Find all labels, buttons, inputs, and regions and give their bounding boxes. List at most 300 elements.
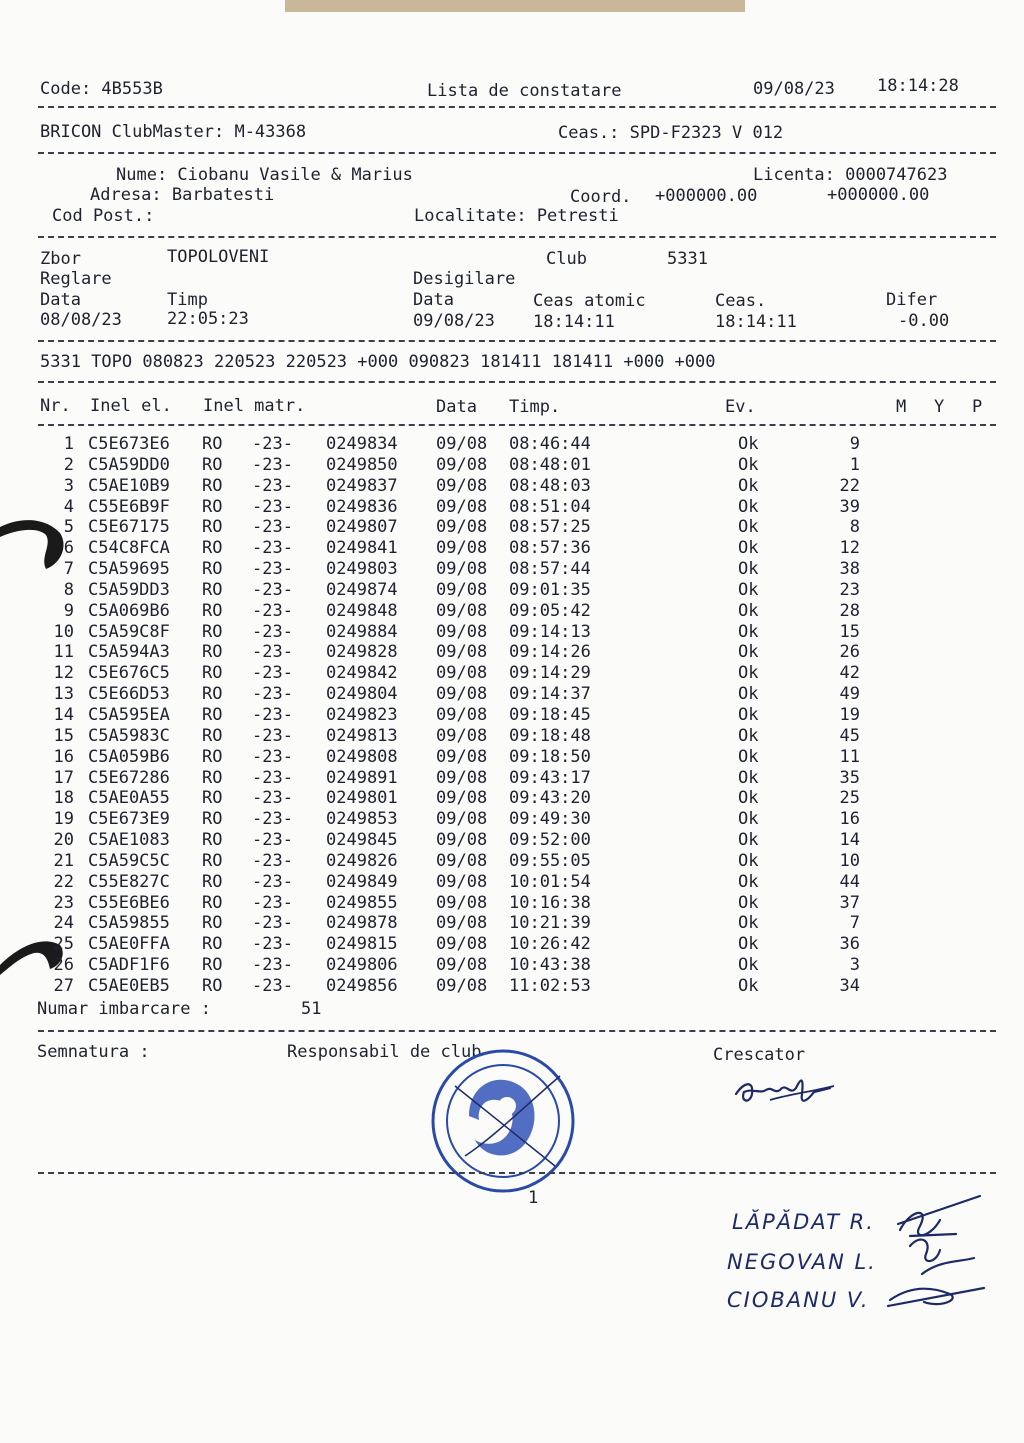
event-status: Ok	[738, 663, 759, 684]
atomic-clock-label: Ceas atomic	[533, 291, 646, 311]
ring-country: RO	[202, 538, 223, 559]
arrival-time: 08:57:36	[509, 538, 591, 559]
ring-country: RO	[202, 809, 223, 830]
document-title: Lista de constatare	[427, 81, 622, 101]
electronic-ring: C5A59855	[88, 913, 170, 934]
arrival-date: 09/08	[436, 663, 488, 684]
col-header-m: M	[896, 397, 907, 417]
table-row	[40, 497, 970, 518]
divider	[38, 1172, 996, 1174]
event-status: Ok	[738, 788, 759, 809]
table-row	[40, 517, 970, 538]
ring-country: RO	[202, 892, 223, 913]
row-number: 13	[53, 684, 74, 705]
clock-id: Ceas.: SPD-F2323 V 012	[558, 123, 784, 143]
signature-label: Semnatura :	[37, 1042, 150, 1062]
arrival-time: 09:18:50	[509, 746, 591, 767]
pigeon-list	[40, 434, 970, 997]
ring-country: RO	[202, 434, 223, 454]
arrival-time: 10:16:38	[509, 892, 591, 913]
row-number: 5	[63, 517, 74, 538]
electronic-ring: C5ADF1F6	[88, 955, 170, 976]
desig-date: 09/08/23	[413, 311, 495, 331]
position: 1	[849, 454, 860, 475]
ring-year: -23-	[252, 746, 293, 767]
table-row	[40, 559, 970, 580]
table-row	[40, 476, 970, 497]
event-status: Ok	[738, 434, 759, 454]
position: 44	[839, 871, 860, 892]
table-row	[40, 663, 970, 684]
row-number: 8	[63, 579, 74, 600]
divider	[38, 381, 996, 383]
arrival-date: 09/08	[436, 496, 488, 517]
position: 16	[839, 809, 860, 830]
table-row	[40, 851, 970, 872]
breeder-label: Crescator	[713, 1045, 806, 1065]
row-number: 20	[53, 830, 74, 851]
arrival-time: 10:21:39	[509, 913, 591, 934]
arrival-date: 09/08	[436, 600, 488, 621]
event-status: Ok	[738, 496, 759, 517]
arrival-date: 09/08	[436, 934, 488, 955]
row-number: 21	[53, 850, 74, 871]
ring-country: RO	[202, 871, 223, 892]
ring-number: 0249803	[326, 559, 398, 580]
row-number: 10	[53, 621, 74, 642]
position: 26	[839, 642, 860, 663]
position: 3	[849, 955, 860, 976]
table-row	[40, 684, 970, 705]
ring-country: RO	[202, 517, 223, 538]
ring-country: RO	[202, 600, 223, 621]
col-header-y: Y	[934, 397, 945, 417]
electronic-ring: C5A069B6	[88, 600, 170, 621]
ring-number: 0249828	[326, 642, 398, 663]
ring-year: -23-	[252, 454, 293, 475]
ring-number: 0249878	[326, 913, 398, 934]
table-row	[40, 830, 970, 851]
ring-year: -23-	[252, 871, 293, 892]
arrival-date: 09/08	[436, 642, 488, 663]
ring-country: RO	[202, 663, 223, 684]
electronic-ring: C5A59DD3	[88, 579, 170, 600]
arrival-date: 09/08	[436, 767, 488, 788]
electronic-ring: C55E6BE6	[88, 892, 170, 913]
ring-number: 0249836	[326, 496, 398, 517]
clock-label: Ceas.	[715, 291, 767, 311]
ring-number: 0249813	[326, 725, 398, 746]
ring-number: 0249845	[326, 830, 398, 851]
arrival-date: 09/08	[436, 559, 488, 580]
electronic-ring: C5E67175	[88, 517, 170, 538]
table-row	[40, 538, 970, 559]
table-row	[40, 601, 970, 622]
row-number: 27	[53, 975, 74, 996]
arrival-date: 09/08	[436, 725, 488, 746]
table-row	[40, 622, 970, 643]
ring-year: -23-	[252, 642, 293, 663]
row-number: 1	[63, 434, 74, 454]
arrival-time: 09:14:29	[509, 663, 591, 684]
reglare-time: 22:05:23	[167, 309, 249, 329]
ring-number: 0249874	[326, 579, 398, 600]
row-number: 3	[63, 475, 74, 496]
ring-year: -23-	[252, 955, 293, 976]
licence-number: Licenta: 0000747623	[753, 165, 948, 185]
row-number: 23	[53, 892, 74, 913]
electronic-ring: C54C8FCA	[88, 538, 170, 559]
ring-number: 0249856	[326, 975, 398, 996]
ring-year: -23-	[252, 725, 293, 746]
ring-country: RO	[202, 913, 223, 934]
ring-country: RO	[202, 934, 223, 955]
ring-country: RO	[202, 955, 223, 976]
electronic-ring: C5E676C5	[88, 663, 170, 684]
table-row	[40, 934, 970, 955]
ring-year: -23-	[252, 913, 293, 934]
col-header-data: Data	[436, 397, 477, 417]
ring-number: 0249808	[326, 746, 398, 767]
position: 8	[849, 517, 860, 538]
col-header-timp: Timp.	[509, 397, 561, 417]
arrival-time: 10:26:42	[509, 934, 591, 955]
desig-date-label: Data	[413, 290, 454, 310]
ring-country: RO	[202, 454, 223, 475]
arrival-date: 09/08	[436, 475, 488, 496]
position: 15	[839, 621, 860, 642]
arrival-date: 09/08	[436, 684, 488, 705]
tape-strip	[285, 0, 745, 12]
position: 28	[839, 600, 860, 621]
electronic-ring: C5AE0A55	[88, 788, 170, 809]
arrival-date: 09/08	[436, 809, 488, 830]
ring-country: RO	[202, 475, 223, 496]
col-header-ev: Ev.	[725, 397, 756, 417]
position: 37	[839, 892, 860, 913]
table-row	[40, 455, 970, 476]
print-time: 18:14:28	[877, 76, 959, 96]
position: 25	[839, 788, 860, 809]
row-number: 26	[53, 955, 74, 976]
row-number: 6	[63, 538, 74, 559]
divider	[38, 340, 996, 342]
ring-year: -23-	[252, 496, 293, 517]
arrival-time: 10:43:38	[509, 955, 591, 976]
row-number: 16	[53, 746, 74, 767]
position: 39	[839, 496, 860, 517]
arrival-date: 09/08	[436, 892, 488, 913]
ring-year: -23-	[252, 434, 293, 454]
ring-year: -23-	[252, 684, 293, 705]
code-text: Code: 4B553B	[40, 79, 163, 99]
table-row	[40, 809, 970, 830]
event-status: Ok	[738, 830, 759, 851]
divider	[38, 424, 996, 426]
device-id: BRICON ClubMaster: M-43368	[40, 122, 307, 142]
ring-year: -23-	[252, 559, 293, 580]
position: 42	[839, 663, 860, 684]
ring-number: 0249823	[326, 704, 398, 725]
ring-number: 0249815	[326, 934, 398, 955]
arrival-date: 09/08	[436, 517, 488, 538]
event-status: Ok	[738, 955, 759, 976]
event-status: Ok	[738, 975, 759, 996]
position: 10	[839, 850, 860, 871]
table-row	[40, 434, 970, 455]
ring-number: 0249841	[326, 538, 398, 559]
arrival-time: 09:14:37	[509, 684, 591, 705]
arrival-date: 09/08	[436, 975, 488, 996]
position: 38	[839, 559, 860, 580]
arrival-time: 09:18:48	[509, 725, 591, 746]
position: 34	[839, 975, 860, 996]
arrival-date: 09/08	[436, 434, 488, 454]
arrival-time: 09:43:20	[509, 788, 591, 809]
row-number: 2	[63, 454, 74, 475]
club-label: Club	[546, 249, 587, 269]
ring-year: -23-	[252, 475, 293, 496]
coord-y: +000000.00	[827, 185, 930, 205]
table-row	[40, 788, 970, 809]
electronic-ring: C5E673E9	[88, 809, 170, 830]
event-status: Ok	[738, 538, 759, 559]
arrival-date: 09/08	[436, 955, 488, 976]
arrival-date: 09/08	[436, 788, 488, 809]
position: 22	[839, 475, 860, 496]
ring-year: -23-	[252, 788, 293, 809]
position: 19	[839, 704, 860, 725]
arrival-time: 09:05:42	[509, 600, 591, 621]
clock-time: 18:14:11	[715, 312, 797, 332]
position: 45	[839, 725, 860, 746]
ring-country: RO	[202, 746, 223, 767]
table-row	[40, 747, 970, 768]
electronic-ring: C5A5983C	[88, 725, 170, 746]
locality: Localitate: Petresti	[414, 206, 619, 226]
club-number: 5331	[667, 249, 708, 269]
arrival-date: 09/08	[436, 746, 488, 767]
electronic-ring: C55E827C	[88, 871, 170, 892]
electronic-ring: C5A059B6	[88, 746, 170, 767]
table-row	[40, 976, 970, 997]
arrival-time: 08:48:01	[509, 454, 591, 475]
position: 14	[839, 830, 860, 851]
event-status: Ok	[738, 642, 759, 663]
coord-label: Coord.	[570, 187, 632, 207]
arrival-date: 09/08	[436, 913, 488, 934]
arrival-time: 09:18:45	[509, 704, 591, 725]
ring-country: RO	[202, 767, 223, 788]
ring-year: -23-	[252, 892, 293, 913]
atomic-time: 18:14:11	[533, 312, 615, 332]
witness-signatures	[880, 1190, 990, 1320]
electronic-ring: C5E66D53	[88, 684, 170, 705]
table-row	[40, 580, 970, 601]
ring-number: 0249884	[326, 621, 398, 642]
ring-number: 0249855	[326, 892, 398, 913]
event-status: Ok	[738, 621, 759, 642]
ring-number: 0249853	[326, 809, 398, 830]
arrival-time: 09:52:00	[509, 830, 591, 851]
table-row	[40, 705, 970, 726]
arrival-time: 09:14:13	[509, 621, 591, 642]
difference-label: Difer	[886, 290, 938, 310]
event-status: Ok	[738, 475, 759, 496]
ring-year: -23-	[252, 621, 293, 642]
ring-country: RO	[202, 830, 223, 851]
ring-country: RO	[202, 975, 223, 996]
event-status: Ok	[738, 517, 759, 538]
row-number: 11	[53, 642, 74, 663]
arrival-date: 09/08	[436, 579, 488, 600]
electronic-ring: C5A59C8F	[88, 621, 170, 642]
divider	[38, 1030, 996, 1032]
ring-number: 0249849	[326, 871, 398, 892]
ring-number: 0249837	[326, 475, 398, 496]
ring-year: -23-	[252, 809, 293, 830]
electronic-ring: C5A59695	[88, 559, 170, 580]
row-number: 4	[63, 496, 74, 517]
position: 7	[849, 913, 860, 934]
row-number: 19	[53, 809, 74, 830]
arrival-time: 08:46:44	[509, 434, 591, 454]
ring-year: -23-	[252, 704, 293, 725]
row-number: 25	[53, 934, 74, 955]
arrival-time: 11:02:53	[509, 975, 591, 996]
ring-country: RO	[202, 621, 223, 642]
event-status: Ok	[738, 684, 759, 705]
ring-year: -23-	[252, 538, 293, 559]
event-status: Ok	[738, 600, 759, 621]
position: 12	[839, 538, 860, 559]
event-status: Ok	[738, 934, 759, 955]
table-row	[40, 642, 970, 663]
difference-value: -0.00	[898, 311, 950, 331]
ring-year: -23-	[252, 517, 293, 538]
handwritten-name-1: LĂPĂDAT R.	[732, 1210, 875, 1234]
ring-number: 0249804	[326, 684, 398, 705]
table-row	[40, 913, 970, 934]
arrival-date: 09/08	[436, 538, 488, 559]
electronic-ring: C5AE0EB5	[88, 975, 170, 996]
ring-country: RO	[202, 496, 223, 517]
ring-number: 0249891	[326, 767, 398, 788]
row-number: 18	[53, 788, 74, 809]
arrival-date: 09/08	[436, 830, 488, 851]
electronic-ring: C5A59C5C	[88, 850, 170, 871]
electronic-ring: C5A59DD0	[88, 454, 170, 475]
row-number: 9	[63, 600, 74, 621]
arrival-time: 09:49:30	[509, 809, 591, 830]
row-number: 24	[53, 913, 74, 934]
ring-country: RO	[202, 579, 223, 600]
reglare-date-label: Data	[40, 290, 81, 310]
responsible-label: Responsabil de club	[287, 1042, 482, 1062]
ring-year: -23-	[252, 850, 293, 871]
event-status: Ok	[738, 871, 759, 892]
ring-year: -23-	[252, 830, 293, 851]
reglare-date: 08/08/23	[40, 310, 122, 330]
ring-number: 0249842	[326, 663, 398, 684]
arrival-time: 08:57:25	[509, 517, 591, 538]
position: 49	[839, 684, 860, 705]
flight-summary-line: 5331 TOPO 080823 220523 220523 +000 090823 181411 181411 +000 +000	[40, 352, 716, 372]
arrival-date: 09/08	[436, 871, 488, 892]
table-row	[40, 726, 970, 747]
arrival-date: 09/08	[436, 850, 488, 871]
ring-year: -23-	[252, 663, 293, 684]
ring-country: RO	[202, 725, 223, 746]
ring-year: -23-	[252, 600, 293, 621]
desigilare-label: Desigilare	[413, 269, 516, 289]
table-row	[40, 893, 970, 914]
ring-number: 0249850	[326, 454, 398, 475]
arrival-time: 09:01:35	[509, 579, 591, 600]
ring-country: RO	[202, 559, 223, 580]
ring-year: -23-	[252, 975, 293, 996]
table-row	[40, 872, 970, 893]
page-number: 1	[528, 1188, 539, 1208]
col-header-p: P	[972, 397, 983, 417]
col-header-inel-matr: Inel matr.	[203, 396, 306, 416]
event-status: Ok	[738, 725, 759, 746]
arrival-time: 08:57:44	[509, 559, 591, 580]
ring-country: RO	[202, 642, 223, 663]
ring-number: 0249826	[326, 850, 398, 871]
position: 36	[839, 934, 860, 955]
ring-country: RO	[202, 704, 223, 725]
ring-year: -23-	[252, 579, 293, 600]
ring-year: -23-	[252, 767, 293, 788]
electronic-ring: C5AE10B9	[88, 475, 170, 496]
arrival-time: 08:48:03	[509, 475, 591, 496]
event-status: Ok	[738, 767, 759, 788]
ring-number: 0249806	[326, 955, 398, 976]
handwritten-name-3: CIOBANU V.	[727, 1288, 870, 1312]
ring-number: 0249807	[326, 517, 398, 538]
ring-year: -23-	[252, 934, 293, 955]
arrival-date: 09/08	[436, 621, 488, 642]
print-date: 09/08/23	[753, 79, 835, 99]
event-status: Ok	[738, 704, 759, 725]
divider	[38, 152, 996, 154]
divider	[38, 106, 996, 108]
event-status: Ok	[738, 892, 759, 913]
col-header-nr: Nr.	[40, 396, 71, 416]
event-status: Ok	[738, 746, 759, 767]
reglare-label: Reglare	[40, 269, 112, 289]
arrival-date: 09/08	[436, 454, 488, 475]
arrival-time: 09:55:05	[509, 850, 591, 871]
electronic-ring: C55E6B9F	[88, 496, 170, 517]
event-status: Ok	[738, 913, 759, 934]
postal-code-label: Cod Post.:	[52, 206, 155, 226]
ring-country: RO	[202, 850, 223, 871]
row-number: 12	[53, 663, 74, 684]
row-number: 14	[53, 704, 74, 725]
table-row	[40, 955, 970, 976]
event-status: Ok	[738, 809, 759, 830]
electronic-ring: C5AE0FFA	[88, 934, 170, 955]
event-status: Ok	[738, 850, 759, 871]
arrival-time: 08:51:04	[509, 496, 591, 517]
arrival-date: 09/08	[436, 704, 488, 725]
arrival-time: 10:01:54	[509, 871, 591, 892]
position: 35	[839, 767, 860, 788]
table-row	[40, 768, 970, 789]
event-status: Ok	[738, 454, 759, 475]
